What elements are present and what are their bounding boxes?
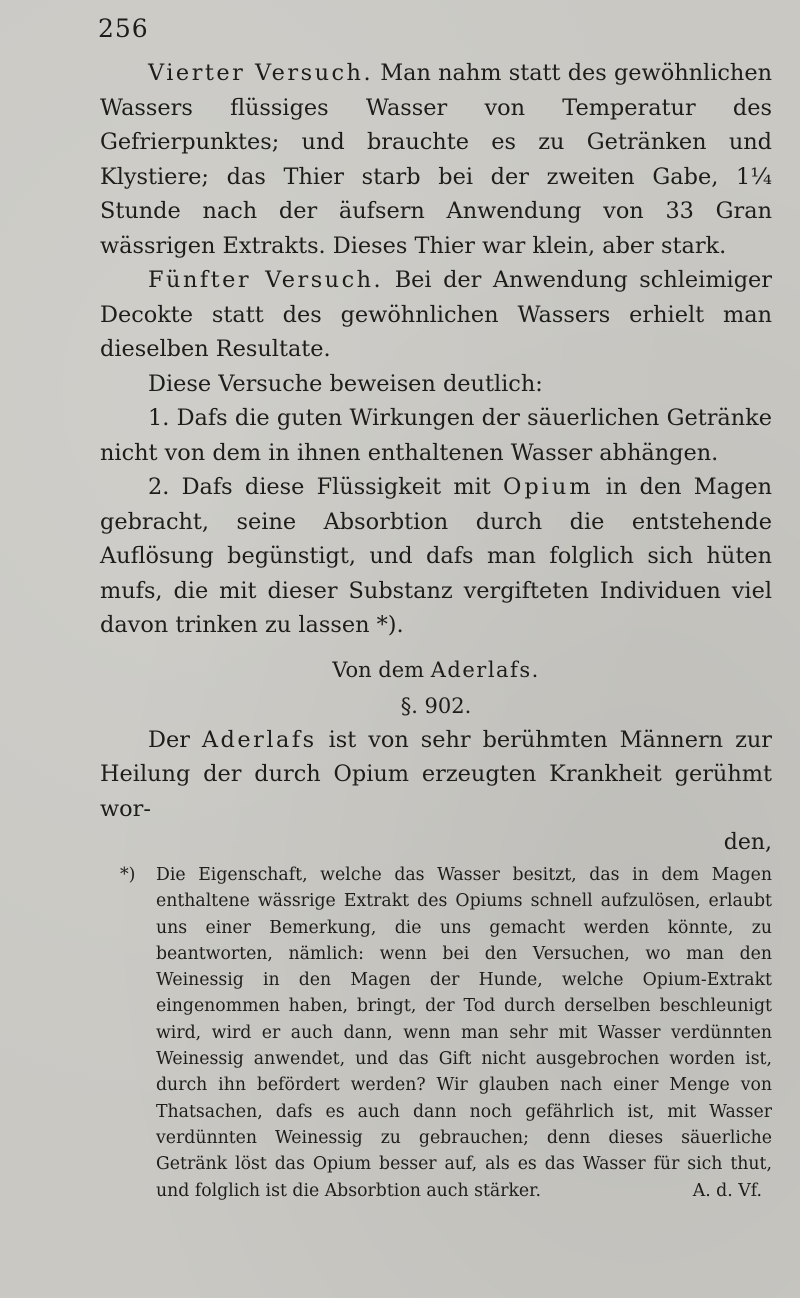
heading-spaced-text: Aderlafs. (430, 657, 540, 682)
section-number: §. 902. (400, 693, 472, 718)
paragraph-text: Man nahm statt des gewöhnlichen Wassers flüssiges Wasser von Temperatur des Gefrierpunktes; und brauchte es zu Getränken und Klystiere; das Thier starb bei der zweiten Gabe, 1¼ Stunde nach der äufsern Anwendung von 33 Gran wässrigen Extrakts. Dieses Thier war klein, aber stark. (100, 60, 772, 259)
footnote (100, 862, 772, 1204)
experiment-label: Vierter Versuch. (148, 60, 374, 86)
experiment-label: Fünfter Versuch. (148, 267, 384, 293)
conclusion-item-2 (100, 470, 772, 643)
paragraph-vierter-versuch (100, 56, 772, 263)
main-text (100, 56, 772, 860)
footnote-text: Die Eigenschaft, welche das Wasser besitzt, das in dem Magen enthaltene wässrige Extrakt des Opiums schnell aufzulösen, erlaubt uns einer Bemerkung, die uns gemacht werden könnte, zu beantworten, nämlich: wenn bei den Versuchen, wo man den Weinessig in den Magen der Hunde, welche Opium-Extrakt eingenommen haben, bringt, der Tod durch derselben beschleunigt wird, wird er auch dann, wenn man sehr mit Wasser verdünnten Weinessig anwendet, und das Gift nicht ausgebrochen worden ist, durch ihn befördert werden? Wir glauben nach einer Menge von Thatsachen, dafs es auch dann noch gefährlich ist, mit Wasser verdünnten Weinessig zu gebrauchen; denn dieses säuerliche Getränk löst das Opium besser auf, als es das Wasser für sich thut, und folglich ist die Absorbtion auch stärker. (156, 865, 772, 1201)
footnote-signature: A. d. Vf. (692, 1180, 762, 1201)
turnover-word: den, (723, 830, 772, 855)
footnote-mark: *) (120, 865, 136, 885)
paragraph-text: ist von sehr berühmten Männern zur Heilung der durch Opium erzeugten Krankheit gerühmt wor- (100, 726, 772, 822)
paragraph-aderlass (100, 723, 772, 827)
paragraph-text: 2. Dafs diese Flüssigkeit mit (148, 474, 503, 500)
emphasized-word: Aderlafs (201, 726, 317, 753)
paragraph-text: in den Magen gebracht, seine Absorbtion durch die entstehende Auflösung begünstigt, und dafs man folglich sich hüten mufs, die mit dieser Substanz vergifteten Individuen viel davon trinken zu lassen *). (100, 474, 772, 638)
conclusion-item-1: 1. Dafs die guten Wirkungen der säuerlichen Getränke nicht von dem in ihnen enthaltenen Wasser abhängen. (100, 405, 772, 466)
paragraph-conclusion-intro: Diese Versuche beweisen deutlich: (148, 370, 543, 397)
page-number: 256 (98, 14, 149, 43)
footnote-body (100, 862, 772, 1204)
section-heading (100, 653, 772, 687)
paragraph-text: Der (148, 726, 202, 753)
paragraph-fuenfter-versuch (100, 263, 772, 367)
heading-text: Von dem (332, 657, 431, 682)
emphasized-word: Opium (502, 474, 594, 500)
paragraph-text: Bei der Anwendung schleimiger Decokte statt des gewöhnlichen Wassers erhielt man dieselben Resultate. (100, 267, 772, 362)
